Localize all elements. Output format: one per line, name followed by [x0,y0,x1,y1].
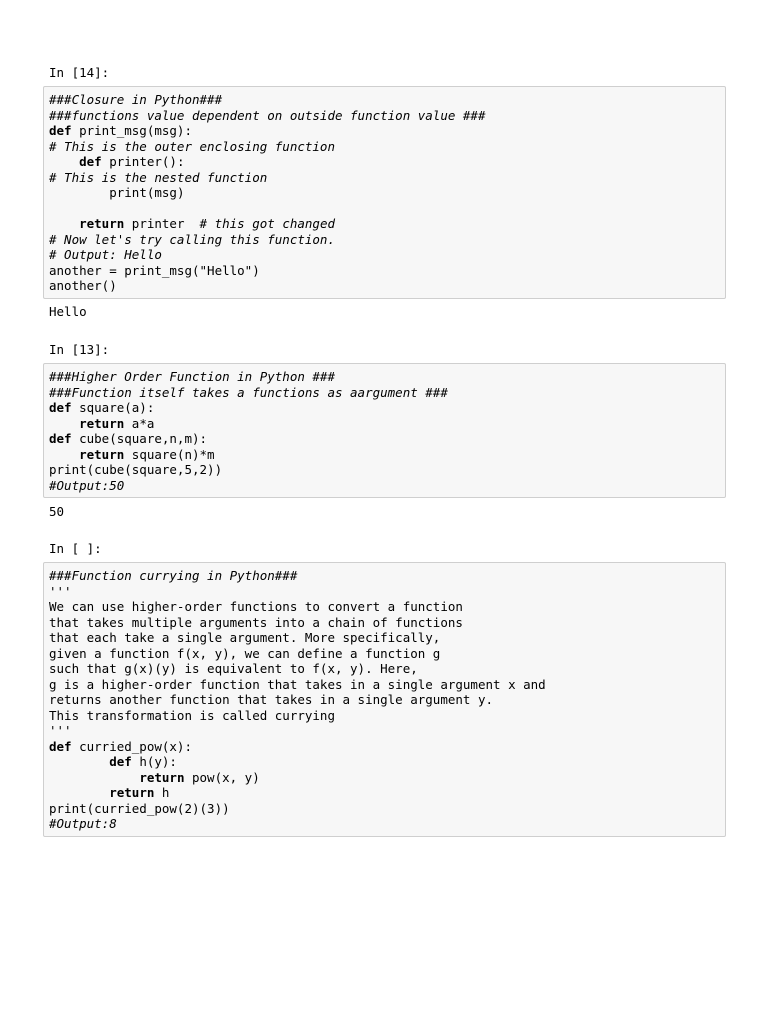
code-comment: ###functions value dependent on outside function value ### [49,107,486,123]
code-line [49,739,720,755]
code-line [49,232,720,248]
code-line [49,646,720,662]
code-line [49,677,720,693]
code-indent [49,785,109,800]
code-line [49,599,720,615]
code-line [49,369,720,385]
code-text: This transformation is called currying [49,707,335,723]
code-text: returns another function that takes in a single argument y. [49,692,494,707]
code-indent [49,185,109,200]
code-line [49,584,720,600]
code-cell-input[interactable] [43,86,726,299]
code-keyword: return [109,785,155,800]
code-text: curried_pow(x): [71,738,192,754]
code-text: h(y): [131,754,177,769]
code-line [49,123,720,139]
code-line [49,400,720,416]
code-text: ''' [49,583,72,599]
code-text: that takes multiple arguments into a chain of functions [49,614,463,630]
code-indent [49,416,79,431]
code-line [49,447,720,463]
code-keyword: return [139,769,185,785]
code-text: another() [49,278,117,293]
code-text: print(msg) [109,185,185,200]
code-text: a*a [124,415,155,431]
code-text: We can use higher-order functions to convert a function [49,599,463,614]
code-text: printer(): [101,154,185,169]
code-line [49,92,720,108]
code-text: such that g(x)(y) is equivalent to f(x, y). Here, [49,661,418,676]
code-indent [49,154,79,169]
code-text: g is a higher-order function that takes in a single argument x and [49,676,546,692]
code-comment: # This is the outer enclosing function [49,138,335,154]
code-text: printer [124,216,200,231]
code-text: cube(square,n,m): [71,431,208,446]
code-keyword: return [79,415,125,431]
code-keyword: def [49,123,72,138]
code-keyword: return [79,446,125,462]
code-comment: # This is the nested function [49,169,268,185]
code-line [49,785,720,801]
code-text: h [154,785,170,800]
code-text: print_msg(msg): [71,123,192,138]
code-keyword: def [49,738,72,754]
code-line [49,568,720,584]
code-comment: ###Function currying in Python### [49,568,298,583]
code-line [49,108,720,124]
code-line [49,263,720,279]
code-comment: # Now let's try calling this function. [49,231,335,247]
code-keyword: def [109,754,132,769]
code-cell-input[interactable] [43,562,726,837]
cell-prompt: In [13]: [49,342,110,357]
code-line [49,615,720,631]
code-text: square(n)*m [124,446,215,462]
code-text: that each take a single argument. More specifically, [49,630,441,645]
code-line [49,723,720,739]
code-comment: ###Function itself takes a functions as aargument ### [49,384,448,400]
code-line [49,431,720,447]
cell-prompt: In [14]: [49,65,110,80]
code-cell-input[interactable] [43,363,726,498]
code-line [49,278,720,294]
code-line [49,630,720,646]
code-indent [49,754,109,769]
cell-output: 50 [49,504,65,519]
code-indent [49,770,139,785]
code-text: print(cube(square,5,2)) [49,462,223,477]
code-keyword: return [79,216,125,231]
code-line [49,416,720,432]
code-line [49,770,720,786]
code-line [49,462,720,478]
code-indent [49,216,79,231]
cell-output: Hello [49,304,87,319]
code-text: square(a): [71,400,155,415]
code-line [49,170,720,186]
code-line [49,661,720,677]
code-comment: ###Closure in Python### [49,92,223,107]
code-text: another = print_msg("Hello") [49,262,260,278]
code-line [49,478,720,494]
code-text: print(curried_pow(2)(3)) [49,800,230,816]
code-text: pow(x, y) [184,769,260,785]
code-text: ''' [49,723,72,738]
code-line [49,185,720,201]
code-line [49,247,720,263]
code-keyword: def [79,154,102,169]
code-comment: # this got changed [199,216,335,231]
code-line [49,692,720,708]
code-text: given a function f(x, y), we can define a function g [49,645,441,661]
cell-prompt: In [ ]: [49,541,102,556]
code-comment: ###Higher Order Function in Python ### [49,369,335,384]
code-line [49,816,720,832]
code-keyword: def [49,400,72,415]
code-line [49,708,720,724]
code-line [49,216,720,232]
code-line [49,754,720,770]
code-line [49,385,720,401]
code-keyword: def [49,431,72,446]
code-line [49,154,720,170]
code-comment: #Output:50 [49,477,125,493]
code-line [49,201,720,217]
code-comment: # Output: Hello [49,247,162,262]
code-line [49,139,720,155]
code-line [49,801,720,817]
code-comment: #Output:8 [49,816,117,831]
code-indent [49,447,79,462]
